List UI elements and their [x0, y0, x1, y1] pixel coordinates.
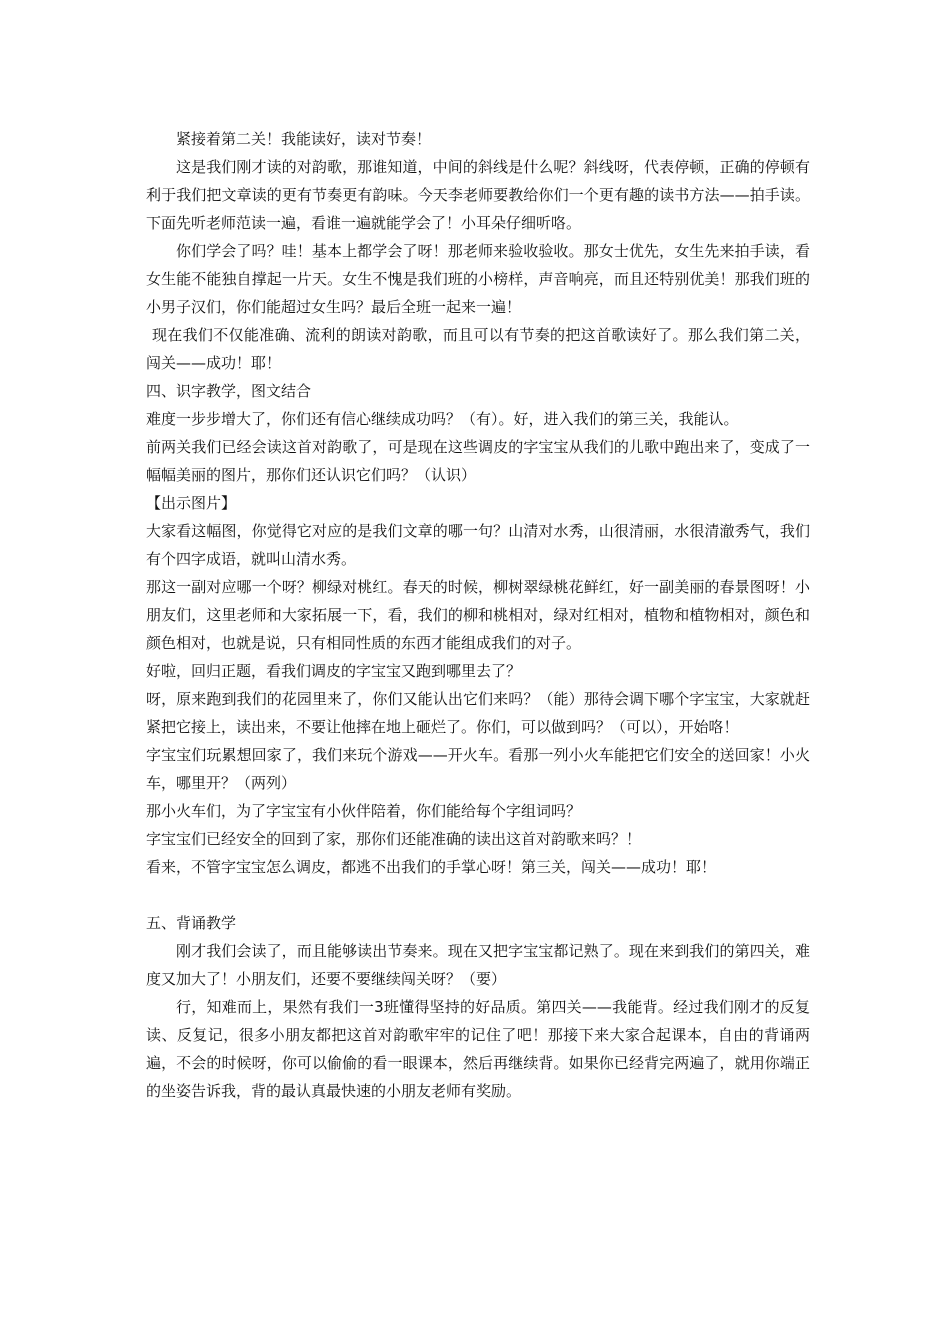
paragraph-word-babies: 前两关我们已经会读这首对韵歌了，可是现在这些调皮的字宝宝从我们的儿歌中跑出来了，变成了一幅幅美丽的图片，那你们还认识它们吗？（认识） — [146, 438, 810, 484]
paragraph-train-game: 字宝宝们玩累想回家了，我们来玩个游戏——开火车。看那一列小火车能把它们安全的送回家！小火车，哪里开？（两列） — [146, 746, 810, 792]
document-body — [146, 125, 810, 1105]
paragraph-level4-intro: 刚才我们会读了，而且能够读出节奏来。现在又把字宝宝都记熟了。现在来到我们的第四关，难度又加大了！小朋友们，还要不要继续闯关呀？（要） — [146, 942, 810, 988]
paragraph-show-pictures: 【出示图片】 — [146, 494, 237, 512]
paragraph-mountain-water: 大家看这幅图，你觉得它对应的是我们文章的哪一句？山清对水秀，山很清丽，水很清澈秀气，我们有个四字成语，就叫山清水秀。 — [146, 522, 810, 568]
paragraph-level2-intro: 紧接着第二关！我能读好，读对节奏！ — [176, 130, 432, 148]
paragraph-recite-instructions: 行，知难而上，果然有我们一3班懂得坚持的好品质。第四关——我能背。经过我们刚才的反复读、反复记，很多小朋友都把这首对韵歌牢牢的记住了吧！那接下来大家合起课本，自由的背诵两遍，不会的时候呀，你可以偷偷的看一眼课本，然后再继续背。如果你已经背完两遍了，就用你端正的坐姿告诉我，背的最认真最快速的小朋友老师有奖励。 — [146, 998, 810, 1100]
paragraph-word-groups: 那小火车们，为了字宝宝有小伙伴陪着，你们能给每个字组词吗？ — [146, 802, 582, 820]
paragraph-level3-intro: 难度一步步增大了，你们还有信心继续成功吗？（有）。好，进入我们的第三关，我能认。 — [146, 410, 739, 428]
paragraph-level2-success: 现在我们不仅能准确、流利的朗读对韵歌，而且可以有节奏的把这首歌读好了。那么我们第二关，闯关——成功！耶！ — [146, 326, 810, 372]
paragraph-back-to-topic: 好啦，回归正题，看我们调皮的字宝宝又跑到哪里去了？ — [146, 662, 522, 680]
paragraph-garden: 呀，原来跑到我们的花园里来了，你们又能认出它们来吗？（能）那待会调下哪个字宝宝，大家就赶紧把它接上，读出来，不要让他摔在地上砸烂了。你们，可以做到吗？（可以），开始咯！ — [146, 690, 810, 736]
paragraph-willow-peach: 那这一副对应哪一个呀？柳绿对桃红。春天的时候，柳树翠绿桃花鲜红，好一副美丽的春景图呀！小朋友们，这里老师和大家拓展一下，看，我们的柳和桃相对，绿对红相对，植物和植物相对，颜色和颜色相对，也就是说，只有相同性质的东西才能组成我们的对子。 — [146, 578, 810, 652]
paragraph-level3-success: 看来，不管字宝宝怎么调皮，都逃不出我们的手掌心呀！第三关，闯关——成功！耶！ — [146, 858, 717, 876]
paragraph-read-again: 字宝宝们已经安全的回到了家，那你们还能准确的读出这首对韵歌来吗？！ — [146, 830, 642, 848]
blank-line — [146, 881, 810, 909]
paragraph-rhythm-explanation: 这是我们刚才读的对韵歌，那谁知道，中间的斜线是什么呢？斜线呀，代表停顿，正确的停顿有利于我们把文章读的更有节奏更有韵味。今天李老师要教给你们一个更有趣的读书方法——拍手读。下面先听老师范读一遍，看谁一遍就能学会了！小耳朵仔细听咯。 — [146, 158, 810, 232]
section-heading-literacy: 四、识字教学，图文结合 — [146, 382, 312, 400]
section-heading-recitation: 五、背诵教学 — [146, 914, 237, 932]
paragraph-clap-reading: 你们学会了吗？哇！基本上都学会了呀！那老师来验收验收。那女士优先，女生先来拍手读，看女生能不能独自撑起一片天。女生不愧是我们班的小榜样，声音响亮，而且还特别优美！那我们班的小男子汉们，你们能超过女生吗？最后全班一起来一遍！ — [146, 242, 810, 316]
